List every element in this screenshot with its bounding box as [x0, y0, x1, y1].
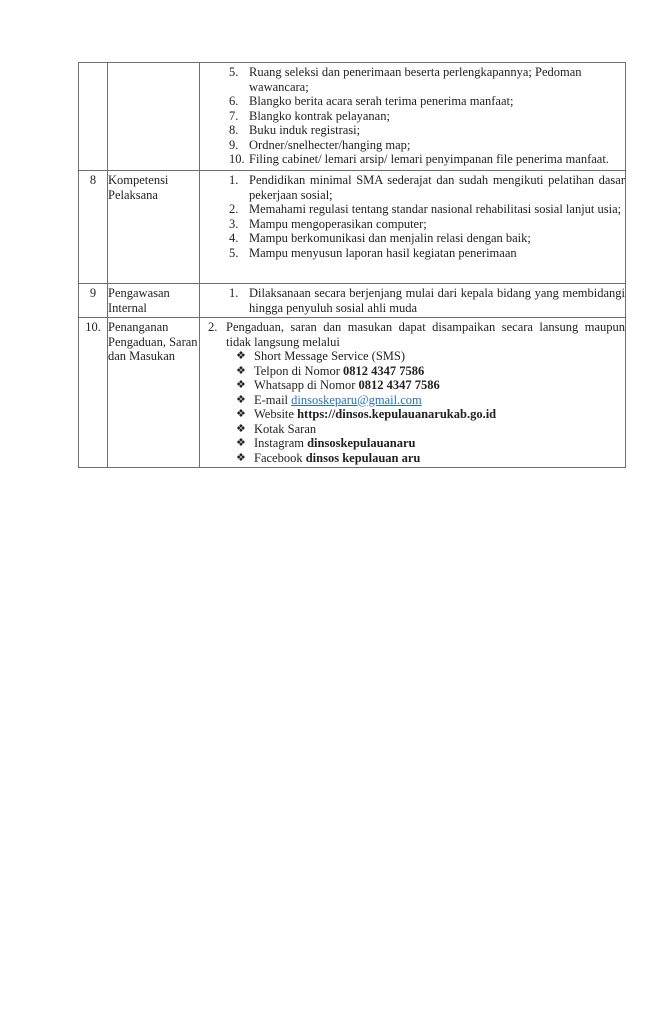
bullet-line — [236, 451, 625, 466]
row-label-cell — [108, 63, 200, 171]
bullet-text — [254, 378, 625, 393]
list-item-marker: 2. — [208, 320, 218, 334]
list-item-text: Filing cabinet/ lemari arsip/ lemari penyimpanan file penerima manfaat. — [249, 152, 609, 166]
bullet-line — [236, 349, 625, 364]
table-row-9 — [79, 284, 626, 318]
bold-text: 0812 4347 7586 — [358, 378, 440, 392]
bullet-text — [254, 451, 625, 466]
list-item-marker: 5. — [229, 245, 239, 260]
table-row-continuation — [79, 63, 626, 171]
diamond-bullet-icon: ❖ — [236, 393, 246, 406]
list-item — [229, 246, 625, 261]
bold-text: dinsos kepulauan aru — [305, 450, 421, 465]
table-body — [79, 63, 626, 468]
row-content-cell — [200, 63, 626, 171]
bullet-line — [236, 364, 625, 379]
list-item-text: Mampu berkomunikasi dan menjalin relasi dengan baik; — [249, 231, 531, 245]
row-number: 8 — [89, 173, 97, 187]
bullet-line — [236, 378, 625, 393]
list-item-marker: 6. — [229, 94, 239, 108]
list-item — [229, 94, 625, 109]
row-label-cell — [108, 318, 200, 468]
row-content-cell — [200, 284, 626, 318]
list-item — [229, 286, 625, 315]
list-item-marker: 1. — [229, 173, 239, 187]
bullet-text — [254, 422, 625, 437]
list-item-text: Mampu menyusun laporan hasil kegiatan penerimaan — [249, 245, 517, 260]
diamond-bullet-icon: ❖ — [236, 437, 246, 449]
list-item-text: Buku induk registrasi; — [249, 123, 361, 137]
list-item-text: Blangko berita acara serah terima penerima manfaat; — [249, 94, 514, 108]
bullet-line — [236, 393, 625, 408]
plain-text: E-mail — [254, 392, 292, 407]
diamond-bullet-icon: ❖ — [236, 379, 246, 391]
row-label: Kompetensi Pelaksana — [108, 173, 169, 202]
list-item-marker: 9. — [229, 137, 239, 152]
list-item-text: Ordner/snelhecter/hanging map; — [249, 137, 411, 152]
bold-text: 0812 4347 7586 — [343, 363, 425, 378]
row-number-cell — [79, 318, 108, 468]
row-label-cell — [108, 284, 200, 318]
bullet-text — [254, 436, 625, 451]
table-row-10 — [79, 318, 626, 468]
diamond-bullet-icon: ❖ — [236, 451, 246, 464]
plain-text: Facebook — [254, 450, 306, 465]
diamond-bullet-icon: ❖ — [236, 408, 246, 420]
list-item — [229, 152, 625, 167]
bullet-line — [236, 407, 625, 422]
plain-text: Whatsapp di Nomor — [254, 378, 359, 392]
row-label: Pengawasan Internal — [108, 286, 170, 315]
diamond-bullet-icon: ❖ — [236, 350, 246, 362]
list-item — [229, 65, 625, 94]
row-label: Penanganan Pengaduan, Saran dan Masukan — [108, 320, 198, 363]
list-item-marker: 8. — [229, 123, 239, 137]
list-item-text: Blangko kontrak pelayanan; — [249, 108, 390, 123]
row-number-cell — [79, 171, 108, 284]
list-item-marker: 10. — [229, 152, 245, 166]
diamond-bullet-icon: ❖ — [236, 364, 246, 377]
list-item-text: Ruang seleksi dan penerimaan beserta perlengkapannya; Pedoman wawancara; — [249, 65, 582, 94]
list-item-marker: 4. — [229, 231, 239, 245]
bullet-line — [236, 422, 625, 437]
row-number: 10. — [85, 320, 101, 334]
row-content-cell — [200, 171, 626, 284]
row-number-cell — [79, 63, 108, 171]
list-item — [229, 138, 625, 153]
service-standard-table — [78, 62, 626, 468]
list-item-marker: 3. — [229, 216, 239, 231]
list-item-marker: 1. — [229, 286, 239, 300]
list-item — [229, 123, 625, 138]
plain-text: Short Message Service (SMS) — [254, 349, 406, 363]
plain-text: Kotak Saran — [254, 421, 317, 436]
row-number-cell — [79, 284, 108, 318]
list-item — [229, 231, 625, 246]
row-number: 9 — [89, 286, 97, 300]
list-item — [229, 202, 625, 217]
list-item-text: Dilaksanaan secara berjenjang mulai dari kepala bidang yang membidangi hingga penyuluh sosial ahli muda — [249, 286, 625, 315]
bullet-line — [236, 436, 625, 451]
bullet-text — [254, 407, 625, 422]
email-link[interactable]: dinsoskeparu@gmail.com — [291, 392, 422, 407]
bullet-text — [254, 349, 625, 364]
row-label-cell — [108, 171, 200, 284]
list-item-text: Pengaduan, saran dan masukan dapat disampaikan secara lansung maupun tidak langsung melalui — [226, 320, 625, 349]
list-item-marker: 7. — [229, 108, 239, 123]
list-item-text: Mampu mengoperasikan computer; — [249, 216, 427, 231]
bold-text: dinsoskepulauanaru — [307, 436, 416, 450]
diamond-bullet-icon: ❖ — [236, 422, 246, 435]
plain-text: Website — [254, 407, 298, 421]
list-item — [229, 217, 625, 232]
bullet-text — [254, 393, 625, 408]
list-item — [229, 109, 625, 124]
list-item-text: Memahami regulasi tentang standar nasional rehabilitasi sosial lanjut usia; — [249, 202, 622, 216]
list-item — [229, 173, 625, 202]
table-row-8 — [79, 171, 626, 284]
list-item-text: Pendidikan minimal SMA sederajat dan sudah mengikuti pelatihan dasar pekerjaan sosial; — [249, 173, 625, 202]
row-content-cell — [200, 318, 626, 468]
list-item-marker: 5. — [229, 65, 239, 79]
bullet-text — [254, 364, 625, 379]
plain-text: Instagram — [254, 436, 308, 450]
bold-text: https://dinsos.kepulauanarukab.go.id — [297, 407, 497, 421]
list-item-marker: 2. — [229, 202, 239, 216]
plain-text: Telpon di Nomor — [254, 363, 344, 378]
list-item — [208, 320, 625, 349]
